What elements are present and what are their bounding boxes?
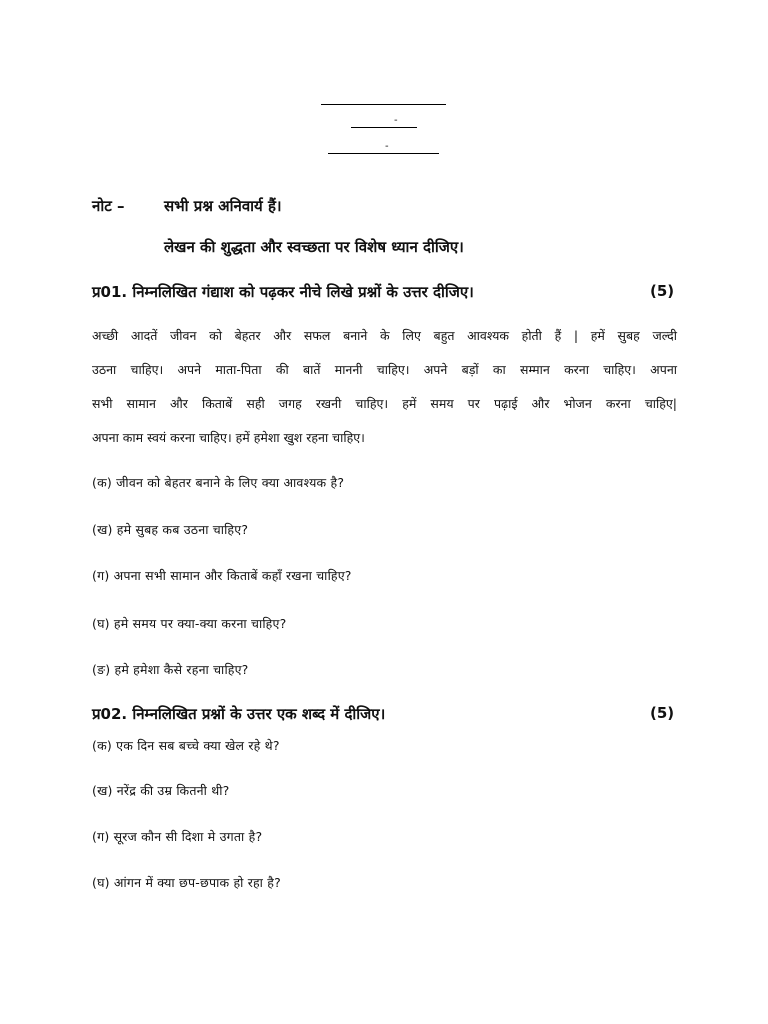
header-line-1	[321, 104, 446, 105]
q1-passage-line-1: अच्छी आदतें जीवन को बेहतर और सफल बनाने के लिए बहुत आवश्यक होती हैं | हमें सुबह जल्दी	[92, 328, 677, 343]
header-dash-2: -	[385, 141, 389, 152]
q1-passage-line-2: उठना चाहिए। अपने माता-पिता की बातें माननी चाहिए। अपने बड़ों का सम्मान करना चाहिए। अपना	[92, 362, 677, 377]
header-line-2	[351, 127, 417, 128]
q1-question-ga: (ग) अपना सभी सामान और किताबें कहाँ रखना चाहिए?	[92, 568, 352, 583]
q1-question-ka: (क) जीवन को बेहतर बनाने के लिए क्या आवश्यक है?	[92, 475, 345, 490]
q1-heading: प्र01. निम्नलिखित गंद्याश को पढ़कर नीचे लिखे प्रश्नों के उत्तर दीजिए।	[92, 283, 474, 301]
q1-question-nga: (ङ) हमे हमेशा कैसे रहना चाहिए?	[92, 662, 249, 677]
q1-question-kha: (ख) हमे सुबह कब उठना चाहिए?	[92, 522, 249, 537]
q1-passage-line-4: अपना काम स्वयं करना चाहिए। हमें हमेशा खुश रहना चाहिए।	[92, 430, 365, 445]
q1-passage-line-3: सभी सामान और किताबें सही जगह रखनी चाहिए। हमें समय पर पढ़ाई और भोजन करना चाहिए|	[92, 396, 677, 411]
q2-question-kha: (ख) नरेंद्र की उम्र कितनी थी?	[92, 783, 230, 798]
note-label: नोट –	[92, 197, 125, 215]
header-dash-1: -	[394, 115, 398, 126]
q2-marks: (5)	[650, 704, 675, 722]
q1-marks: (5)	[650, 282, 675, 300]
note-line-1: सभी प्रश्न अनिवार्य हैं।	[164, 197, 282, 215]
header-line-3	[328, 153, 439, 154]
note-line-2: लेखन की शुद्धता और स्वच्छता पर विशेष ध्यान दीजिए।	[164, 238, 464, 256]
q1-question-gha: (घ) हमे समय पर क्या-क्या करना चाहिए?	[92, 616, 287, 631]
q2-question-gha: (घ) आंगन में क्या छप-छपाक हो रहा है?	[92, 875, 281, 890]
q2-question-ga: (ग) सूरज कौन सी दिशा मे उगता है?	[92, 829, 263, 844]
q2-heading: प्र02. निम्नलिखित प्रश्नों के उत्तर एक शब्द में दीजिए।	[92, 705, 386, 723]
q2-question-ka: (क) एक दिन सब बच्चे क्या खेल रहे थे?	[92, 738, 280, 753]
